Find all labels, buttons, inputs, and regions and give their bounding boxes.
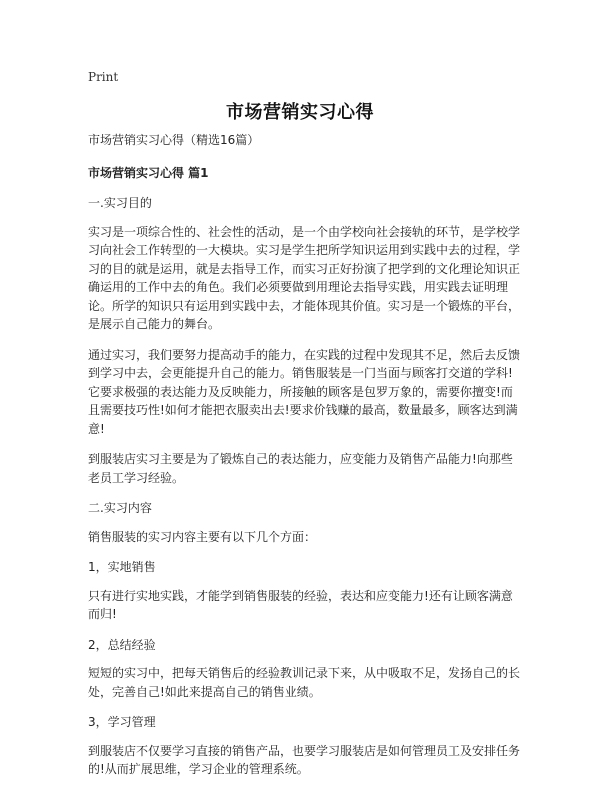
paragraph-reason: 到服装店实习主要是为了锻炼自己的表达能力，应变能力及销售产品能力!向那些老员工学习经验。 <box>88 452 513 485</box>
document-body <box>88 131 520 791</box>
heading-management: 3，学习管理 <box>88 715 156 729</box>
section-heading: 市场营销实习心得 篇1 <box>88 165 209 180</box>
heading-purpose: 一.实习目的 <box>88 196 152 210</box>
paragraph-goals: 通过实习，我们要努力提高动手的能力，在实践的过程中发现其不足，然后去反馈到学习中去，会更能提升自己的能力。销售服装是一门当面与顾客打交道的学科!它要求极强的表达能力及反映能力，所接触的顾客是包罗万象的，需要你擅变!而且需要技巧性!如何才能把衣服卖出去!要求价钱赚的最高，数量最多，顾客达到满意! <box>88 347 521 436</box>
paragraph-management: 到服装店不仅要学习直接的销售产品，也要学习服装店是如何管理员工及安排任务的!从而扩展思维，学习企业的管理系统。 <box>88 743 521 776</box>
heading-summary: 2，总结经验 <box>88 637 156 652</box>
document-subtitle: 市场营销实习心得（精选16篇） <box>88 133 260 147</box>
paragraph-content-intro: 销售服装的实习内容主要有以下几个方面： <box>88 529 317 544</box>
heading-content: 二.实习内容 <box>88 501 152 515</box>
paragraph-field-sales: 只有进行实地实践，才能学到销售服装的经验，表达和应变能力!还有让顾客满意而归! <box>88 588 513 621</box>
paragraph-summary: 短短的实习中，把每天销售后的经验教训记录下来，从中吸取不足，发扬自己的长处，完善自己!如此来提高自己的销售业绩。 <box>88 666 521 699</box>
paragraph-purpose: 实习是一项综合性的、社会性的活动，是一个由学校向社会接轨的环节，是学校学习向社会工作转型的一大模块。实习是学生把所学知识运用到实践中去的过程，学习的目的就是运用，就是去指导工作，而实习正好扮演了把学到的文化理论知识正确运用的工作中去的角色。我们必须要做到用理论去指导实践，用实践去证明理论。所学的知识只有运用到实践中去，才能体现其价值。实习是一个锻炼的平台，是展示自己能力的舞台。 <box>88 224 521 331</box>
heading-field-sales: 1，实地销售 <box>88 560 156 574</box>
page-title: 市场营销实习心得 <box>226 102 374 123</box>
print-link[interactable]: Print <box>88 70 119 84</box>
